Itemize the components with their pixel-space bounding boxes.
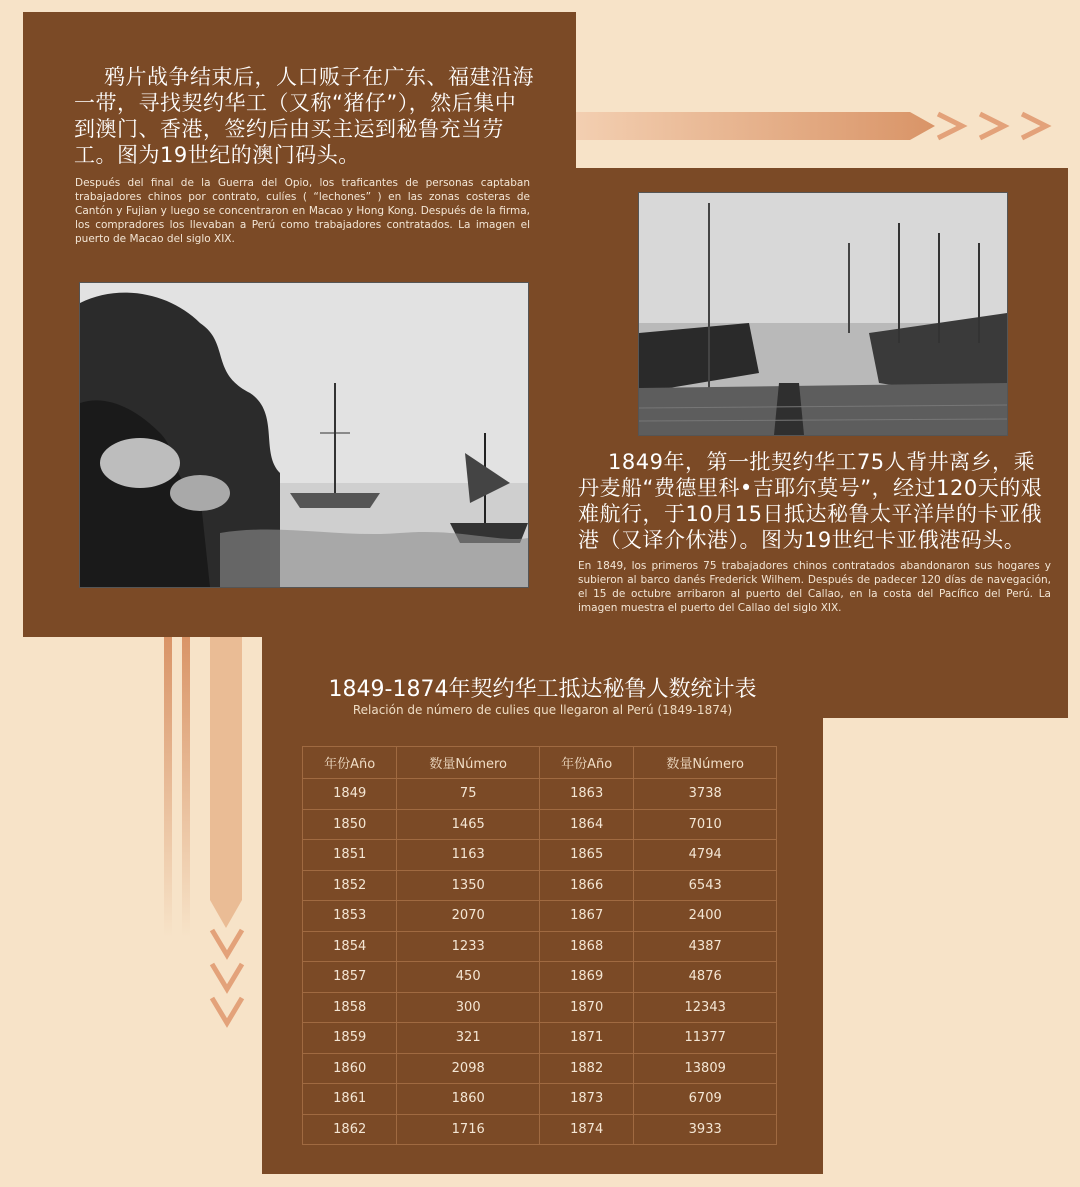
table-row	[303, 931, 777, 962]
table-cell: 1862	[303, 1114, 397, 1145]
table-cell: 1859	[303, 1023, 397, 1054]
table-cell: 1868	[539, 931, 633, 962]
table-cell: 1716	[397, 1114, 540, 1145]
callao-text-zh: 1849年，第一批契约华工75人背井离乡，乘丹麦船“费德里科•吉耶尔莫号”，经过120天的艰难航行，于10月15日抵达秘鲁太平洋岸的卡亚俄港（又译介休港）。图为19世纪卡亚俄港码头。	[578, 450, 1043, 552]
table-row	[303, 1114, 777, 1145]
table-cell: 1854	[303, 931, 397, 962]
header-year-1: 年份Año	[303, 747, 397, 779]
table-cell: 11377	[634, 1023, 777, 1054]
table-cell: 1871	[539, 1023, 633, 1054]
table-cell: 1869	[539, 962, 633, 993]
table-cell: 1853	[303, 901, 397, 932]
header-year-2: 年份Año	[539, 747, 633, 779]
table-cell: 12343	[634, 992, 777, 1023]
table-row	[303, 870, 777, 901]
table-header-row	[303, 747, 777, 779]
table-cell: 1849	[303, 779, 397, 810]
table-row	[303, 1053, 777, 1084]
table-cell: 1866	[539, 870, 633, 901]
table-cell: 1465	[397, 809, 540, 840]
table-cell: 1851	[303, 840, 397, 871]
table-cell: 1861	[303, 1084, 397, 1115]
table-cell: 1864	[539, 809, 633, 840]
table-cell: 1874	[539, 1114, 633, 1145]
table-cell: 1858	[303, 992, 397, 1023]
table-cell: 4387	[634, 931, 777, 962]
macao-harbor-photo	[79, 282, 529, 588]
table-cell: 13809	[634, 1053, 777, 1084]
table-cell: 300	[397, 992, 540, 1023]
macao-text-zh: 鸦片战争结束后，人口贩子在广东、福建沿海一带，寻找契约华工（又称“猪仔”），然后集中到澳门、香港，签约后由买主运到秘鲁充当劳工。图为19世纪的澳门码头。	[74, 65, 534, 167]
macao-text-es: Después del final de la Guerra del Opio, los traficantes de personas captaban trabajadores chinos por contrato, culíes ( “lechones” ) en las zonas costeras de Cantón y Fujian y luego se concentraron en Macao y Hong Kong. Después de la firma, los compradores los llevaban a Perú como trabajadores contratados. La imagen el puerto de Macao del siglo XIX.	[75, 177, 530, 245]
table-cell: 1882	[539, 1053, 633, 1084]
table-cell: 7010	[634, 809, 777, 840]
table-row	[303, 992, 777, 1023]
table-row	[303, 779, 777, 810]
table-cell: 321	[397, 1023, 540, 1054]
header-number-1: 数量Número	[397, 747, 540, 779]
table-cell: 1233	[397, 931, 540, 962]
table-cell: 1850	[303, 809, 397, 840]
table-row	[303, 1023, 777, 1054]
table-row	[303, 809, 777, 840]
table-cell: 1873	[539, 1084, 633, 1115]
table-subtitle: Relación de número de culies que llegaron al Perú (1849-1874)	[352, 703, 733, 717]
table-cell: 4876	[634, 962, 777, 993]
table-row	[303, 901, 777, 932]
table-cell: 2070	[397, 901, 540, 932]
callao-text-es: En 1849, los primeros 75 trabajadores chinos contratados abandonaron sus hogares y subieron al barco danés Frederick Wilhem. Después de padecer 120 días de navegación, el 15 de octubre arribaron al puerto del Callao, en la costa del Pacífico del Perú. La imagen muestra el puerto del Callao del siglo XIX.	[578, 560, 1051, 614]
table-cell: 450	[397, 962, 540, 993]
table-cell: 2098	[397, 1053, 540, 1084]
table-title: 1849-1874年契约华工抵达秘鲁人数统计表	[328, 677, 757, 702]
table-cell: 1860	[397, 1084, 540, 1115]
arrival-statistics-table	[302, 746, 777, 1145]
table-cell: 1857	[303, 962, 397, 993]
table-cell: 1867	[539, 901, 633, 932]
table-row	[303, 1084, 777, 1115]
table-cell: 1863	[539, 779, 633, 810]
table-cell: 1350	[397, 870, 540, 901]
table-cell: 1870	[539, 992, 633, 1023]
table-cell: 2400	[634, 901, 777, 932]
header-number-2: 数量Número	[634, 747, 777, 779]
table-cell: 4794	[634, 840, 777, 871]
table-cell: 3933	[634, 1114, 777, 1145]
table-row	[303, 962, 777, 993]
table-cell: 1865	[539, 840, 633, 871]
table-cell: 3738	[634, 779, 777, 810]
table-cell: 1860	[303, 1053, 397, 1084]
table-cell: 6709	[634, 1084, 777, 1115]
table-cell: 1852	[303, 870, 397, 901]
table-cell: 6543	[634, 870, 777, 901]
callao-harbor-photo	[638, 192, 1008, 436]
table-row	[303, 840, 777, 871]
table-cell: 1163	[397, 840, 540, 871]
table-cell: 75	[397, 779, 540, 810]
